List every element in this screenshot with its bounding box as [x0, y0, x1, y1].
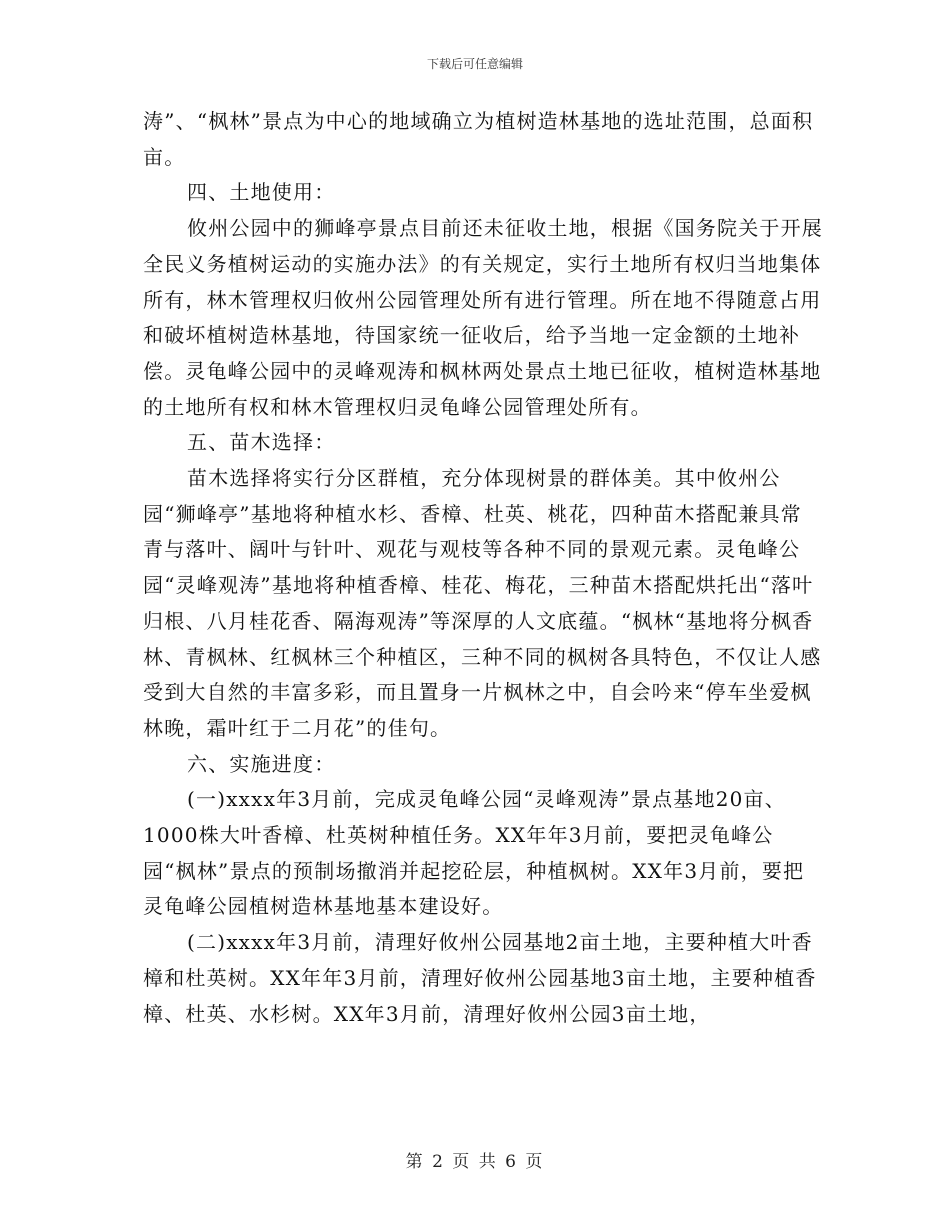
paragraph-schedule-item-1: (一)xxxx年3月前，完成灵龟峰公园“灵峰观涛”景点基地20亩、1000株大叶香樟、杜英树种植任务。XX年年3月前，要把灵龟峰公园“枫林”景点的预制场撤消并起挖砼层，种植枫树。XX年3月前，要把灵龟峰公园植树造林基地基本建设好。 [143, 787, 805, 919]
header-note: 下载后可任意编辑 [426, 57, 523, 71]
paragraph-land-use: 攸州公园中的狮峰亭景点目前还未征收土地，根据《国务院关于开展全民义务植树运动的实施办法》的有关规定，实行土地所有权归当地集体所有，林木管理权归攸州公园管理处所有进行管理。所在地不得随意占用和破坏植树造林基地，待国家统一征收后，给予当地一定金额的土地补偿。灵龟峰公园中的灵峰观涛和枫林两处景点土地已征收，植树造林基地的土地所有权和林木管理权归灵龟峰公园管理处所有。 [143, 216, 823, 419]
section-heading-land-use: 四、土地使用： [187, 180, 336, 205]
section-heading-seedling-selection: 五、苗木选择： [187, 430, 336, 455]
section-heading-schedule: 六、实施进度： [187, 751, 336, 776]
document-body [143, 104, 823, 1032]
paragraph-continuation: 涛”、“枫林”景点为中心的地域确立为植树造林基地的选址范围，总面积 亩。 [143, 109, 814, 169]
paragraph-seedling-selection: 苗木选择将实行分区群植，充分体现树景的群体美。其中攸州公园“狮峰亭”基地将种植水杉、香樟、杜英、桃花，四种苗木搭配兼具常青与落叶、阔叶与针叶、观花与观枝等各种不同的景观元素。灵龟峰公园“灵峰观涛”基地将种植香樟、桂花、梅花，三种苗木搭配烘托出“落叶归根、八月桂花香、隔海观涛”等深厚的人文底蕴。“枫林“基地将分枫香林、青枫林、红枫林三个种植区，三种不同的枫树各具特色，不仅让人感受到大自然的丰富多彩，而且置身一片枫林之中，自会吟来“停车坐爱枫林晚，霜叶红于二月花”的佳句。 [143, 466, 822, 740]
paragraph-schedule-item-2: (二)xxxx年3月前，清理好攸州公园基地2亩土地，主要种植大叶香樟和杜英树。XX年年3月前，清理好攸州公园基地3亩土地，主要种植香樟、杜英、水杉树。XX年3月前，清理好攸州公园3亩土地， [143, 930, 817, 1026]
page-number: 第 2 页 共 6 页 [405, 1152, 545, 1172]
